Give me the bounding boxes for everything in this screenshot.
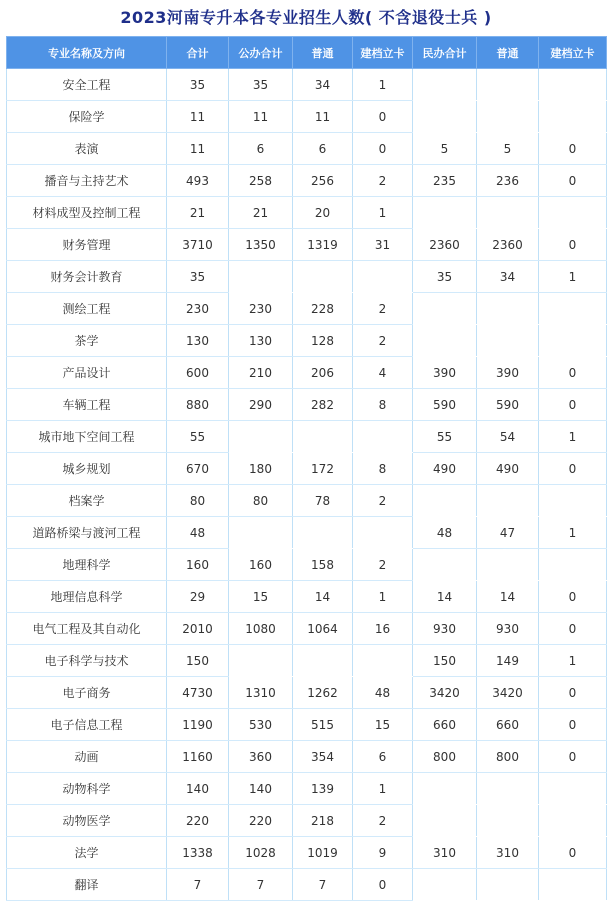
cell-total: 21 xyxy=(167,197,229,229)
cell-public-regular: 11 xyxy=(293,101,353,133)
cell-private-poverty xyxy=(539,293,607,325)
cell-public-total: 80 xyxy=(229,485,293,517)
cell-total: 130 xyxy=(167,325,229,357)
table-row xyxy=(7,261,607,293)
cell-public-poverty: 1 xyxy=(353,197,413,229)
cell-public-poverty: 1 xyxy=(353,581,413,613)
table-row xyxy=(7,101,607,133)
cell-private-total xyxy=(413,805,477,837)
cell-public-poverty: 1 xyxy=(353,69,413,101)
cell-private-total: 590 xyxy=(413,389,477,421)
table-row xyxy=(7,293,607,325)
cell-private-regular: 236 xyxy=(477,165,539,197)
cell-major-name: 地理信息科学 xyxy=(7,581,167,613)
cell-public-total: 11 xyxy=(229,101,293,133)
cell-private-poverty xyxy=(539,549,607,581)
table-row xyxy=(7,133,607,165)
cell-public-poverty xyxy=(353,261,413,293)
cell-public-regular: 256 xyxy=(293,165,353,197)
cell-total: 29 xyxy=(167,581,229,613)
header-private-regular: 普通 xyxy=(477,37,539,69)
cell-public-regular: 354 xyxy=(293,741,353,773)
cell-private-poverty: 0 xyxy=(539,613,607,645)
cell-public-regular: 34 xyxy=(293,69,353,101)
cell-public-total: 1028 xyxy=(229,837,293,869)
cell-private-total: 235 xyxy=(413,165,477,197)
cell-private-regular: 800 xyxy=(477,741,539,773)
cell-private-poverty: 0 xyxy=(539,837,607,869)
cell-private-poverty: 0 xyxy=(539,133,607,165)
cell-public-poverty xyxy=(353,421,413,453)
cell-private-regular xyxy=(477,773,539,805)
cell-public-total xyxy=(229,261,293,293)
cell-total: 2010 xyxy=(167,613,229,645)
cell-total: 140 xyxy=(167,773,229,805)
cell-public-total: 290 xyxy=(229,389,293,421)
cell-public-regular: 139 xyxy=(293,773,353,805)
cell-public-total: 1080 xyxy=(229,613,293,645)
cell-private-regular xyxy=(477,485,539,517)
cell-major-name: 材料成型及控制工程 xyxy=(7,197,167,229)
cell-public-total: 258 xyxy=(229,165,293,197)
header-major: 专业名称及方向 xyxy=(7,37,167,69)
cell-major-name: 城乡规划 xyxy=(7,453,167,485)
cell-total: 7 xyxy=(167,869,229,901)
cell-private-poverty: 0 xyxy=(539,709,607,741)
cell-public-total: 180 xyxy=(229,453,293,485)
cell-private-poverty: 1 xyxy=(539,645,607,677)
cell-private-regular: 930 xyxy=(477,613,539,645)
cell-public-poverty: 8 xyxy=(353,453,413,485)
cell-private-poverty xyxy=(539,101,607,133)
cell-private-total xyxy=(413,869,477,901)
table-row xyxy=(7,837,607,869)
cell-private-regular xyxy=(477,101,539,133)
cell-public-regular: 1064 xyxy=(293,613,353,645)
cell-public-total: 360 xyxy=(229,741,293,773)
cell-public-regular: 158 xyxy=(293,549,353,581)
cell-major-name: 动物医学 xyxy=(7,805,167,837)
cell-private-regular xyxy=(477,69,539,101)
cell-private-regular: 390 xyxy=(477,357,539,389)
cell-public-regular: 20 xyxy=(293,197,353,229)
cell-total: 80 xyxy=(167,485,229,517)
table-header xyxy=(7,37,607,69)
cell-public-poverty: 2 xyxy=(353,805,413,837)
cell-public-total: 210 xyxy=(229,357,293,389)
cell-public-regular xyxy=(293,421,353,453)
cell-private-poverty: 0 xyxy=(539,229,607,261)
cell-total: 600 xyxy=(167,357,229,389)
cell-public-total: 35 xyxy=(229,69,293,101)
cell-private-total: 310 xyxy=(413,837,477,869)
table-body xyxy=(7,69,607,901)
cell-private-regular xyxy=(477,549,539,581)
cell-total: 493 xyxy=(167,165,229,197)
cell-public-poverty: 2 xyxy=(353,485,413,517)
cell-private-poverty: 1 xyxy=(539,261,607,293)
cell-public-total: 15 xyxy=(229,581,293,613)
cell-private-total: 800 xyxy=(413,741,477,773)
header-total: 合计 xyxy=(167,37,229,69)
cell-private-poverty: 0 xyxy=(539,453,607,485)
cell-private-total: 2360 xyxy=(413,229,477,261)
header-row xyxy=(7,37,607,69)
cell-total: 4730 xyxy=(167,677,229,709)
cell-total: 48 xyxy=(167,517,229,549)
cell-private-total: 55 xyxy=(413,421,477,453)
table-row xyxy=(7,773,607,805)
table-row xyxy=(7,677,607,709)
cell-major-name: 茶学 xyxy=(7,325,167,357)
cell-public-regular: 218 xyxy=(293,805,353,837)
cell-private-regular: 34 xyxy=(477,261,539,293)
cell-public-total: 7 xyxy=(229,869,293,901)
cell-private-total xyxy=(413,325,477,357)
cell-public-total: 220 xyxy=(229,805,293,837)
table-row xyxy=(7,741,607,773)
cell-public-total: 1350 xyxy=(229,229,293,261)
cell-public-total: 21 xyxy=(229,197,293,229)
cell-private-poverty: 0 xyxy=(539,581,607,613)
cell-public-poverty: 8 xyxy=(353,389,413,421)
cell-private-poverty: 1 xyxy=(539,517,607,549)
cell-private-regular: 310 xyxy=(477,837,539,869)
cell-public-poverty: 0 xyxy=(353,101,413,133)
cell-public-poverty xyxy=(353,517,413,549)
cell-public-poverty: 2 xyxy=(353,293,413,325)
cell-public-total: 230 xyxy=(229,293,293,325)
table-row xyxy=(7,485,607,517)
cell-private-total xyxy=(413,197,477,229)
cell-public-regular xyxy=(293,261,353,293)
cell-major-name: 动画 xyxy=(7,741,167,773)
cell-total: 3710 xyxy=(167,229,229,261)
table-row xyxy=(7,389,607,421)
cell-private-regular xyxy=(477,293,539,325)
cell-private-poverty xyxy=(539,197,607,229)
cell-major-name: 电子商务 xyxy=(7,677,167,709)
cell-major-name: 电气工程及其自动化 xyxy=(7,613,167,645)
cell-public-poverty: 2 xyxy=(353,549,413,581)
header-private-total: 民办合计 xyxy=(413,37,477,69)
cell-private-total xyxy=(413,773,477,805)
cell-public-regular xyxy=(293,517,353,549)
table-row xyxy=(7,581,607,613)
cell-total: 55 xyxy=(167,421,229,453)
cell-major-name: 档案学 xyxy=(7,485,167,517)
cell-public-poverty: 2 xyxy=(353,325,413,357)
cell-public-total: 160 xyxy=(229,549,293,581)
table-row xyxy=(7,645,607,677)
cell-private-regular: 590 xyxy=(477,389,539,421)
cell-public-poverty: 0 xyxy=(353,869,413,901)
cell-total: 35 xyxy=(167,261,229,293)
cell-private-total xyxy=(413,293,477,325)
cell-private-total: 5 xyxy=(413,133,477,165)
table-row xyxy=(7,517,607,549)
page-title: 2023河南专升本各专业招生人数( 不含退役士兵 ) xyxy=(120,8,492,27)
cell-total: 1160 xyxy=(167,741,229,773)
cell-private-total: 390 xyxy=(413,357,477,389)
cell-total: 880 xyxy=(167,389,229,421)
cell-private-poverty: 0 xyxy=(539,165,607,197)
cell-private-poverty xyxy=(539,869,607,901)
table-row xyxy=(7,229,607,261)
cell-public-regular: 128 xyxy=(293,325,353,357)
cell-total: 670 xyxy=(167,453,229,485)
cell-private-regular: 47 xyxy=(477,517,539,549)
cell-major-name: 保险学 xyxy=(7,101,167,133)
table-row xyxy=(7,549,607,581)
cell-public-regular: 78 xyxy=(293,485,353,517)
table-row xyxy=(7,421,607,453)
cell-public-poverty: 6 xyxy=(353,741,413,773)
cell-private-poverty: 0 xyxy=(539,357,607,389)
cell-private-regular: 14 xyxy=(477,581,539,613)
cell-public-total xyxy=(229,645,293,677)
cell-private-total xyxy=(413,101,477,133)
cell-public-regular: 1262 xyxy=(293,677,353,709)
cell-public-regular xyxy=(293,645,353,677)
cell-private-total xyxy=(413,549,477,581)
cell-public-regular: 6 xyxy=(293,133,353,165)
cell-public-regular: 206 xyxy=(293,357,353,389)
cell-private-regular xyxy=(477,805,539,837)
cell-major-name: 安全工程 xyxy=(7,69,167,101)
cell-private-total: 490 xyxy=(413,453,477,485)
header-public-poverty: 建档立卡 xyxy=(353,37,413,69)
cell-major-name: 财务管理 xyxy=(7,229,167,261)
cell-public-regular: 1019 xyxy=(293,837,353,869)
cell-major-name: 车辆工程 xyxy=(7,389,167,421)
cell-public-poverty: 0 xyxy=(353,133,413,165)
cell-total: 150 xyxy=(167,645,229,677)
cell-major-name: 电子信息工程 xyxy=(7,709,167,741)
cell-public-total xyxy=(229,421,293,453)
cell-major-name: 财务会计教育 xyxy=(7,261,167,293)
cell-major-name: 电子科学与技术 xyxy=(7,645,167,677)
cell-major-name: 播音与主持艺术 xyxy=(7,165,167,197)
cell-private-total: 660 xyxy=(413,709,477,741)
header-public-regular: 普通 xyxy=(293,37,353,69)
cell-total: 11 xyxy=(167,133,229,165)
cell-private-regular xyxy=(477,325,539,357)
table-row xyxy=(7,165,607,197)
cell-total: 11 xyxy=(167,101,229,133)
cell-public-poverty: 1 xyxy=(353,773,413,805)
cell-total: 1338 xyxy=(167,837,229,869)
cell-public-regular: 228 xyxy=(293,293,353,325)
cell-public-regular: 1319 xyxy=(293,229,353,261)
cell-private-regular xyxy=(477,197,539,229)
cell-private-poverty: 0 xyxy=(539,677,607,709)
cell-public-regular: 7 xyxy=(293,869,353,901)
cell-major-name: 法学 xyxy=(7,837,167,869)
cell-private-poverty xyxy=(539,773,607,805)
cell-major-name: 地理科学 xyxy=(7,549,167,581)
table-row xyxy=(7,453,607,485)
cell-public-total: 130 xyxy=(229,325,293,357)
cell-public-poverty: 4 xyxy=(353,357,413,389)
cell-private-regular: 149 xyxy=(477,645,539,677)
cell-private-total xyxy=(413,485,477,517)
cell-major-name: 产品设计 xyxy=(7,357,167,389)
cell-public-total xyxy=(229,517,293,549)
cell-private-poverty xyxy=(539,325,607,357)
cell-total: 1190 xyxy=(167,709,229,741)
cell-private-regular: 5 xyxy=(477,133,539,165)
cell-private-total: 14 xyxy=(413,581,477,613)
table-row xyxy=(7,357,607,389)
table-row xyxy=(7,197,607,229)
cell-total: 160 xyxy=(167,549,229,581)
cell-public-poverty: 9 xyxy=(353,837,413,869)
cell-private-total: 150 xyxy=(413,645,477,677)
cell-private-regular: 2360 xyxy=(477,229,539,261)
cell-private-regular: 54 xyxy=(477,421,539,453)
cell-public-regular: 515 xyxy=(293,709,353,741)
cell-public-regular: 282 xyxy=(293,389,353,421)
cell-private-poverty: 1 xyxy=(539,421,607,453)
cell-major-name: 翻译 xyxy=(7,869,167,901)
cell-private-regular: 490 xyxy=(477,453,539,485)
cell-public-total: 530 xyxy=(229,709,293,741)
cell-public-poverty: 16 xyxy=(353,613,413,645)
cell-private-total: 3420 xyxy=(413,677,477,709)
cell-public-poverty: 15 xyxy=(353,709,413,741)
cell-private-regular xyxy=(477,869,539,901)
cell-major-name: 动物科学 xyxy=(7,773,167,805)
cell-public-regular: 14 xyxy=(293,581,353,613)
cell-major-name: 道路桥梁与渡河工程 xyxy=(7,517,167,549)
cell-public-poverty xyxy=(353,645,413,677)
table-row xyxy=(7,805,607,837)
table-row xyxy=(7,325,607,357)
cell-public-total: 1310 xyxy=(229,677,293,709)
enrollment-table xyxy=(6,36,607,901)
cell-private-total xyxy=(413,69,477,101)
table-row xyxy=(7,613,607,645)
header-public-total: 公办合计 xyxy=(229,37,293,69)
cell-public-poverty: 2 xyxy=(353,165,413,197)
cell-public-total: 140 xyxy=(229,773,293,805)
table-row xyxy=(7,709,607,741)
cell-private-poverty xyxy=(539,485,607,517)
cell-private-poverty: 0 xyxy=(539,741,607,773)
cell-public-poverty: 48 xyxy=(353,677,413,709)
cell-private-regular: 3420 xyxy=(477,677,539,709)
cell-total: 230 xyxy=(167,293,229,325)
cell-total: 35 xyxy=(167,69,229,101)
cell-private-total: 930 xyxy=(413,613,477,645)
table-row xyxy=(7,869,607,901)
table-row xyxy=(7,69,607,101)
cell-private-poverty xyxy=(539,69,607,101)
cell-major-name: 表演 xyxy=(7,133,167,165)
cell-private-poverty: 0 xyxy=(539,389,607,421)
cell-private-poverty xyxy=(539,805,607,837)
cell-private-regular: 660 xyxy=(477,709,539,741)
cell-private-total: 35 xyxy=(413,261,477,293)
cell-public-total: 6 xyxy=(229,133,293,165)
cell-major-name: 城市地下空间工程 xyxy=(7,421,167,453)
cell-public-poverty: 31 xyxy=(353,229,413,261)
cell-total: 220 xyxy=(167,805,229,837)
cell-private-total: 48 xyxy=(413,517,477,549)
header-private-poverty: 建档立卡 xyxy=(539,37,607,69)
cell-public-regular: 172 xyxy=(293,453,353,485)
cell-major-name: 测绘工程 xyxy=(7,293,167,325)
